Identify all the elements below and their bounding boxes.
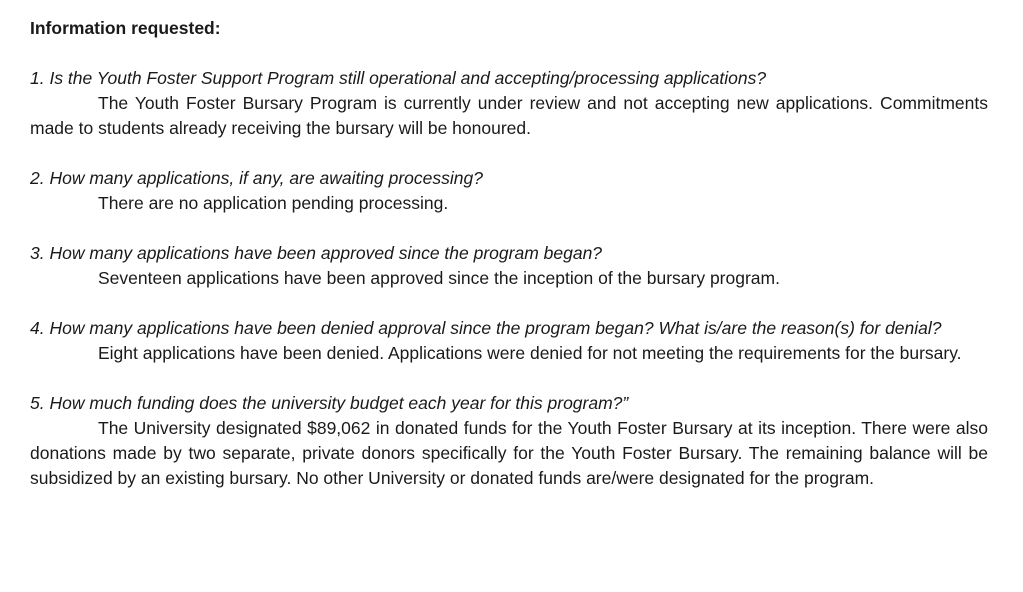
spacer [30, 291, 988, 316]
spacer [30, 41, 988, 66]
document-page [30, 16, 988, 491]
question-2: 2. How many applications, if any, are awaiting processing? [30, 168, 483, 188]
spacer [30, 141, 988, 166]
spacer [30, 216, 988, 241]
qa-item-1 [30, 66, 988, 141]
question-1: 1. Is the Youth Foster Support Program still operational and accepting/processing applications? [30, 68, 767, 88]
section-heading: Information requested: [30, 18, 221, 38]
question-5: 5. How much funding does the university budget each year for this program?” [30, 393, 629, 413]
question-4: 4. How many applications have been denied approval since the program began? What is/are the reason(s) for denial? [30, 318, 942, 338]
answer-3: Seventeen applications have been approved since the inception of the bursary program. [98, 268, 780, 288]
answer-1: The Youth Foster Bursary Program is currently under review and not accepting new applications. Commitments made to students already receiving the bursary will be honoured. [30, 93, 988, 138]
spacer [30, 366, 988, 391]
qa-item-5 [30, 391, 988, 491]
qa-item-3 [30, 241, 988, 291]
qa-item-4 [30, 316, 988, 366]
answer-4: Eight applications have been denied. Applications were denied for not meeting the requirements for the bursary. [98, 343, 962, 363]
question-3: 3. How many applications have been approved since the program began? [30, 243, 603, 263]
qa-item-2 [30, 166, 988, 216]
answer-2: There are no application pending processing. [98, 193, 449, 213]
answer-5: The University designated $89,062 in donated funds for the Youth Foster Bursary at its inception. There were also donations made by two separate, private donors specifically for the Youth Foster Bursary. The remaining balance will be subsidized by an existing bursary. No other University or donated funds are/were designated for the program. [30, 418, 988, 488]
